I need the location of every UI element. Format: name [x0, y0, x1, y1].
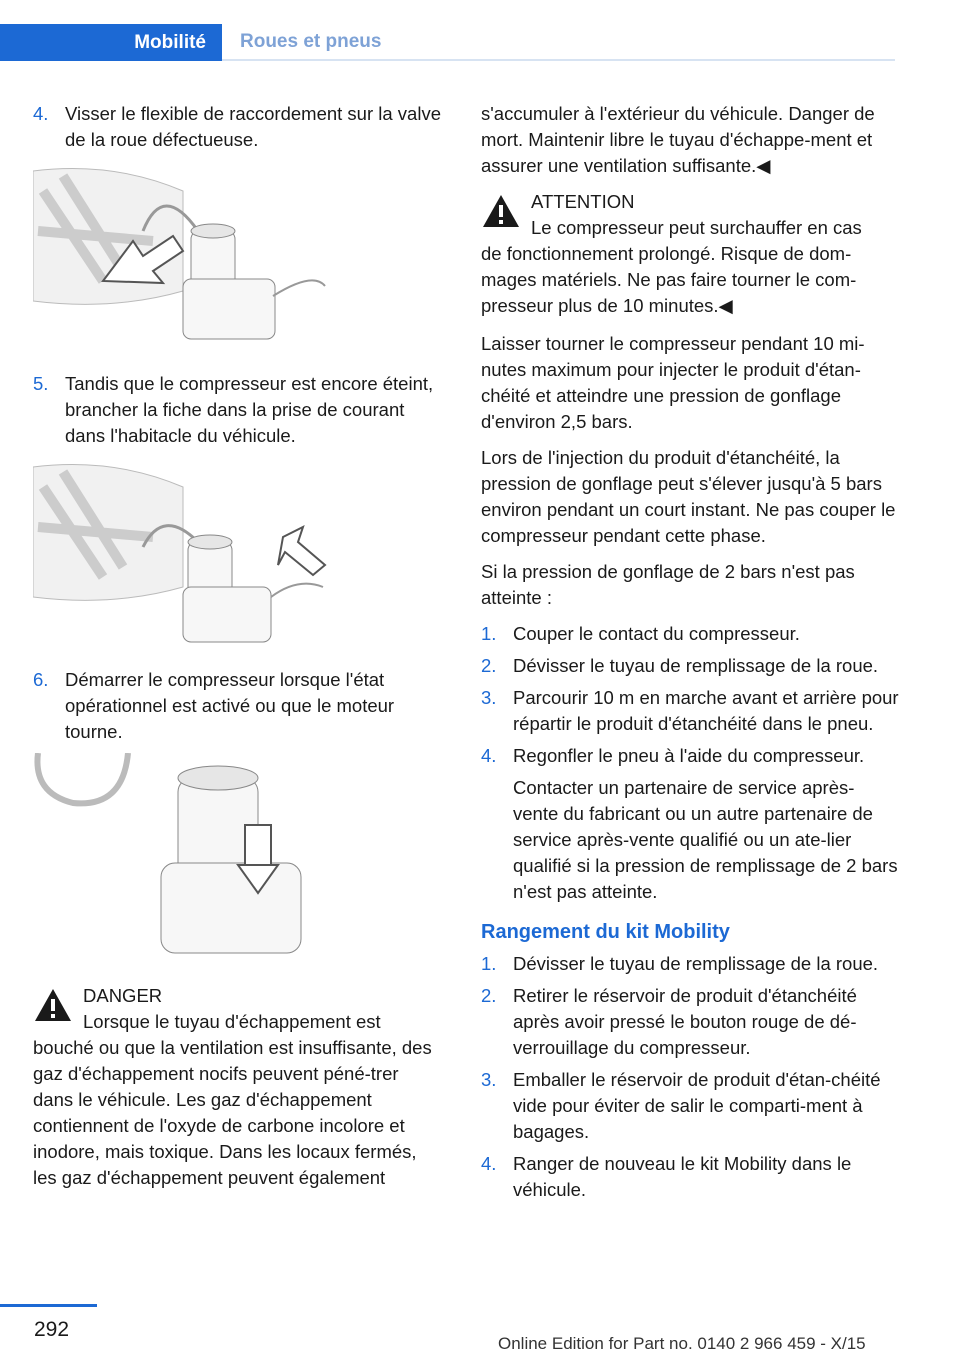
danger-text: bouché ou que la ventilation est insuffisante, des gaz d'échappement nocifs peuvent péné‐trer dans le véhicule. Les gaz d'échappement contiennent de l'oxyde de carbone incolore et inodore, mais toxique. Dans les locaux fermés, les gaz d'échappement peuvent également: [33, 1037, 432, 1188]
step-4: [33, 101, 443, 153]
list-text: Couper le contact du compresseur.: [513, 623, 800, 644]
tab-roues-et-pneus[interactable]: Roues et pneus: [222, 24, 895, 61]
step-6: [33, 667, 443, 745]
section-heading: Rangement du kit Mobility: [481, 921, 730, 943]
page-number-rule: [0, 1304, 97, 1307]
header-tabs: [0, 0, 895, 62]
attention-title: ATTENTION: [531, 191, 635, 212]
list-item: [481, 983, 899, 1061]
list-text: Parcourir 10 m en marche avant et arrière pour répartir le produit d'étanchéité dans le pneu.: [513, 687, 899, 734]
step-number: 4.: [33, 103, 49, 124]
danger-warning: [33, 983, 443, 1191]
step-number: 6.: [33, 669, 49, 690]
list-number: 1.: [481, 953, 497, 974]
step-text: Démarrer le compresseur lorsque l'état opérationnel est activé ou que le moteur tourne.: [65, 669, 395, 742]
danger-continuation: s'accumuler à l'extérieur du véhicule. Danger de mort. Maintenir libre le tuyau d'échappe‐ment et assurer une ventilation suffisante.◀: [481, 103, 875, 176]
step-text: Tandis que le compresseur est encore éteint, brancher la fiche dans la prise de courant dans l'habitacle du véhicule.: [65, 373, 434, 446]
list-item: [481, 621, 899, 647]
warning-triangle-icon: [481, 193, 521, 229]
paragraph: Si la pression de gonflage de 2 bars n'est pas atteinte :: [481, 561, 855, 608]
illustration-valve-connection: [33, 161, 333, 351]
list-number: 3.: [481, 1069, 497, 1090]
list-item: [481, 951, 899, 977]
attention-warning: [481, 189, 899, 319]
list-number: 3.: [481, 687, 497, 708]
list-number: 1.: [481, 623, 497, 644]
list-number: 4.: [481, 745, 497, 766]
attention-text: de fonctionnement prolongé. Risque de dom‐mages matériels. Ne pas faire tourner le com‐presseur plus de 10 minutes.◀: [481, 243, 857, 316]
list-text: Dévisser le tuyau de remplissage de la roue.: [513, 953, 879, 974]
list-number: 2.: [481, 655, 497, 676]
list-subtext: Contacter un partenaire de service après‐vente du fabricant ou un autre partenaire de service après-vente qualifié ou un ate‐lier qualifié si la pression de remplissage de 2 bars n'est pas atteinte.: [513, 777, 898, 902]
danger-first-line: Lorsque le tuyau d'échappement est: [83, 1011, 381, 1032]
list-number: 2.: [481, 985, 497, 1006]
list-text: Ranger de nouveau le kit Mobility dans le véhicule.: [513, 1153, 852, 1200]
tab-mobilite[interactable]: Mobilité: [0, 24, 222, 61]
list-item: [481, 1067, 899, 1145]
list-item: [481, 685, 899, 737]
step-5: [33, 371, 443, 449]
edition-footer: Online Edition for Part no. 0140 2 966 459 - X/15: [498, 1334, 866, 1353]
paragraph: Lors de l'injection du produit d'étanchéité, la pression de gonflage peut s'élever jusqu'à 5 bars environ pendant un court instant. Ne pas couper le compresseur pendant cette phase.: [481, 447, 896, 546]
paragraph: Laisser tourner le compresseur pendant 10 mi‐nutes maximum pour injecter le produit d'étan‐chéité et atteindre une pression de gonflage d'environ 2,5 bars.: [481, 333, 865, 432]
step-text: Visser le flexible de raccordement sur la valve de la roue défectueuse.: [65, 103, 441, 150]
illustration-compressor-button: [33, 753, 333, 963]
list-text: Retirer le réservoir de produit d'étanchéité après avoir pressé le bouton rouge de dé‐verrouillage du compresseur.: [513, 985, 857, 1058]
attention-first-line: Le compresseur peut surchauffer en cas: [531, 217, 862, 238]
list-item: [481, 653, 899, 679]
warning-triangle-icon: [33, 987, 73, 1023]
list-text: Emballer le réservoir de produit d'étan‐chéité vide pour éviter de salir le comparti‐ment à bagages.: [513, 1069, 881, 1142]
right-column: [481, 101, 899, 1209]
list-item: [481, 1151, 899, 1203]
danger-title: DANGER: [83, 985, 163, 1006]
list-text: Dévisser le tuyau de remplissage de la roue.: [513, 655, 879, 676]
list-number: 4.: [481, 1153, 497, 1174]
page-number: 292: [34, 1318, 70, 1341]
illustration-plug-socket: [33, 457, 333, 647]
step-number: 5.: [33, 373, 49, 394]
list-item: [481, 743, 899, 769]
left-column: [33, 101, 443, 1203]
list-text: Regonfler le pneu à l'aide du compresseur.: [513, 745, 865, 766]
